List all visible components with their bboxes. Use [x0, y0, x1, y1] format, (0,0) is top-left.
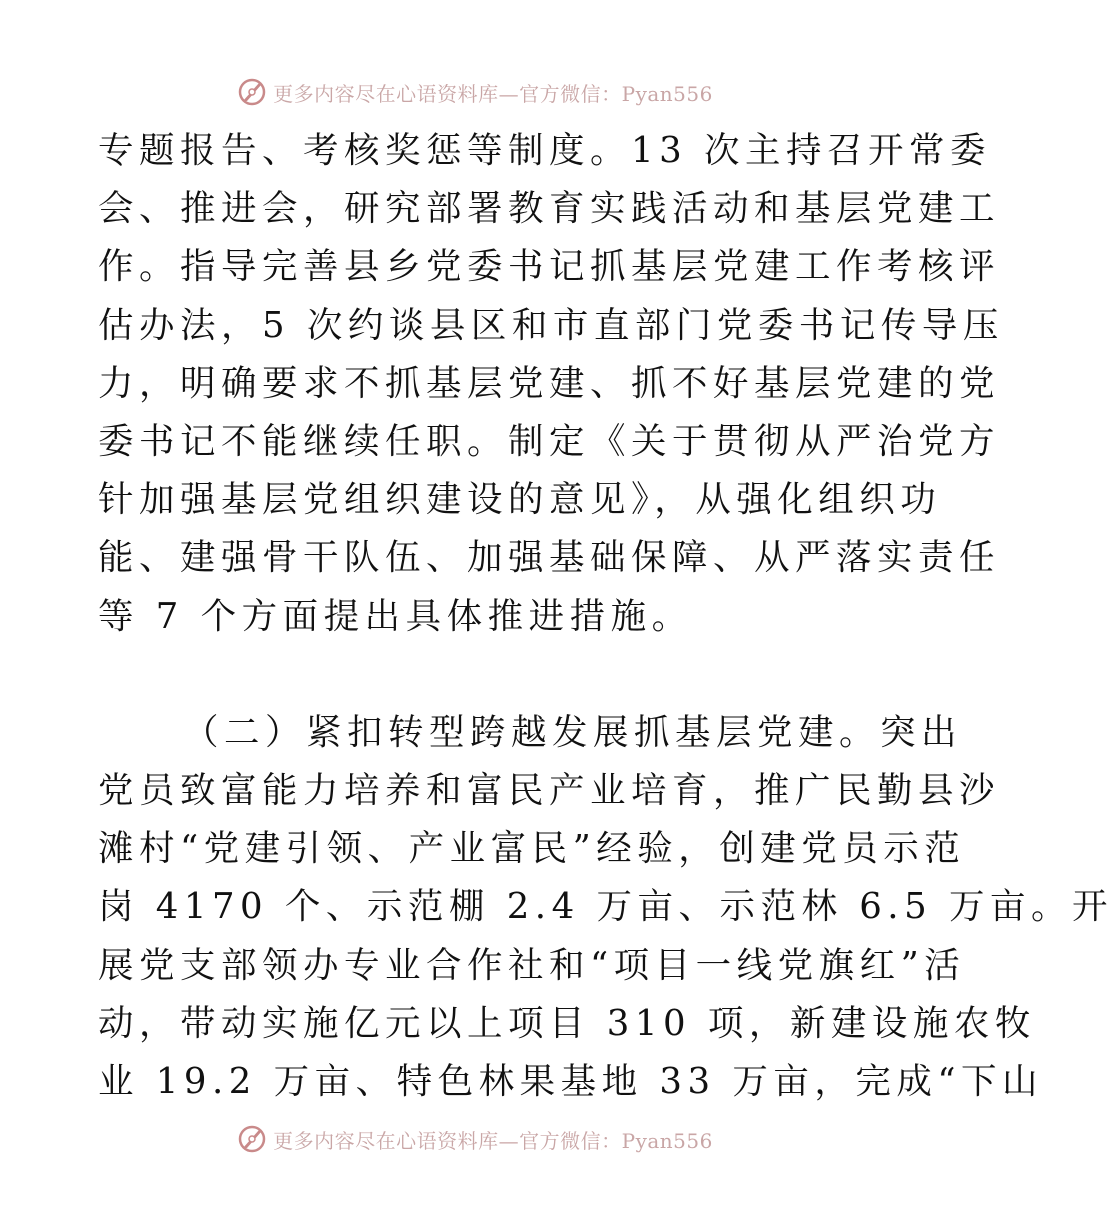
watermark-text: 更多内容尽在心语资料库—官方微信：Pyan556: [273, 1128, 713, 1153]
header-watermark: [0, 72, 950, 112]
document-body: [98, 122, 1113, 1111]
text-line: 专题报告、考核奖惩等制度。13 次主持召开常委: [98, 130, 991, 171]
text-line: 滩村“党建引领、产业富民”经验，创建党员示范: [98, 828, 966, 870]
text-line: 岗 4170 个、示范棚 2.4 万亩、示范林 6.5 万亩。开: [98, 886, 1113, 928]
text-line: 针加强基层党组织建设的意见》，从强化组织功: [98, 479, 942, 521]
text-line: 业 19.2 万亩、特色林果基地 33 万亩，完成“下山: [98, 1061, 1044, 1102]
paragraph-gap: [98, 646, 858, 704]
text-line: 等 7 个方面提出具体推进措施。: [98, 595, 693, 637]
quill-logo-icon: [237, 1124, 267, 1154]
text-line: 能、建强骨干队伍、加强基础保障、从严落实责任: [98, 537, 1001, 579]
text-line: 作。指导完善县乡党委书记抓基层党建工作考核评: [98, 246, 1001, 288]
text-line: 动，带动实施亿元以上项目 310 项，新建设施农牧: [98, 1002, 1036, 1044]
text-line: 会、推进会，研究部署教育实践活动和基层党建工: [98, 188, 1001, 230]
text-line: 党员致富能力培养和富民产业培育，推广民勤县沙: [98, 770, 1001, 812]
quill-logo-icon: [237, 77, 267, 107]
footer-watermark: [0, 1119, 950, 1159]
section-heading-line: （二）紧扣转型跨越发展抓基层党建。突出: [183, 711, 963, 753]
watermark-text: 更多内容尽在心语资料库—官方微信：Pyan556: [273, 81, 713, 106]
text-line: 委书记不能继续任职。制定《关于贯彻从严治党方: [98, 420, 1001, 462]
text-line: 估办法，5 次约谈县区和市直部门党委书记传导压: [98, 304, 1004, 346]
text-line: 展党支部领办专业合作社和“项目一线党旗红”活: [98, 944, 966, 986]
text-line: 力，明确要求不抓基层党建、抓不好基层党建的党: [98, 362, 1001, 404]
